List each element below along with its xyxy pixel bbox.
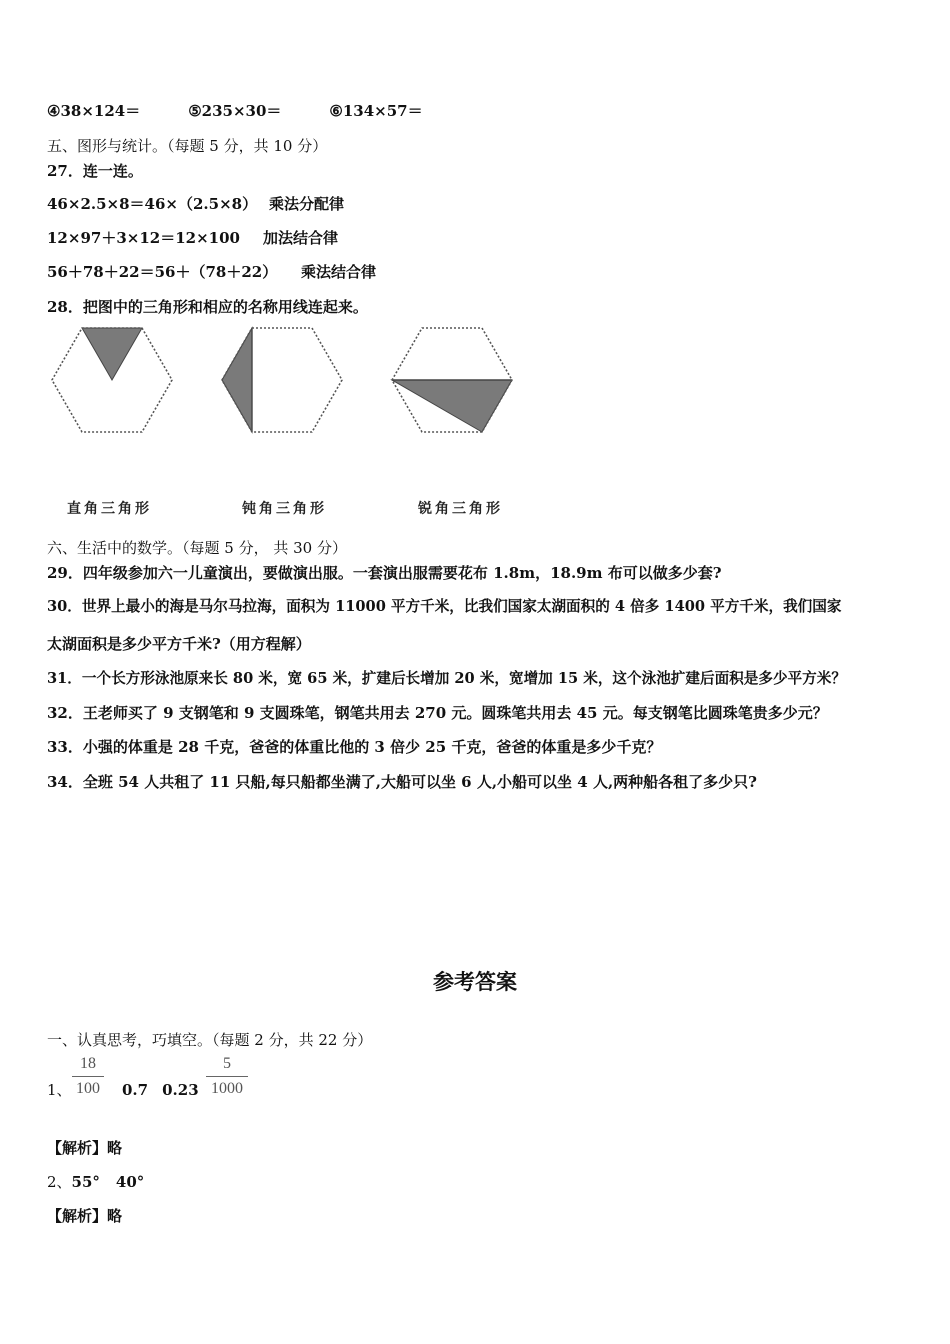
q27-expr-1: 46×2.5×8＝46×（2.5×8） (47, 195, 258, 213)
q27-law-2: 加法结合律 (263, 229, 339, 247)
q30-line2: 太湖面积是多少平方千米?（用方程解） (47, 635, 311, 653)
q27-row-3 (47, 262, 376, 282)
calc-row (47, 101, 423, 121)
answer-1-fraction-2 (206, 1054, 248, 1099)
q27-expr-3: 56＋78＋22＝56＋（78＋22） (47, 263, 278, 281)
q33: 33．小强的体重是 28 千克，爸爸的体重比他的 3 倍少 25 千克，爸爸的体重是多少千克？ (47, 738, 662, 756)
triangle-name-obtuse: 钝角三角形 (242, 501, 327, 517)
answer-1-value-2: 0.23 (162, 1081, 199, 1099)
hexagon-figure-3 (389, 322, 519, 438)
fraction-bar-1 (72, 1076, 104, 1077)
calc-item-5: ⑤235×30＝ (188, 102, 282, 120)
answer-1-fraction-1 (72, 1054, 104, 1099)
hexagon-figure-1 (49, 322, 179, 438)
answer-1-analysis: 【解析】略 (47, 1139, 123, 1157)
q27-label: 27．连一连。 (47, 162, 143, 180)
q27-law-1: 乘法分配律 (269, 195, 345, 213)
shaded-triangle-1 (82, 328, 142, 380)
answer-2-analysis: 【解析】略 (47, 1207, 123, 1225)
q27-row-1 (47, 194, 344, 214)
section5-heading: 五、图形与统计。（每题 5 分，共 10 分） (47, 137, 328, 155)
fraction-bar-2 (206, 1076, 248, 1077)
q28-label: 28．把图中的三角形和相应的名称用线连起来。 (47, 298, 368, 316)
answer-2-row (47, 1172, 144, 1192)
answer-2-label: 2、 (47, 1173, 72, 1191)
answer-1-fraction-2-numerator: 5 (223, 1055, 231, 1072)
answers-section1-heading: 一、认真思考，巧填空。（每题 2 分，共 22 分） (47, 1031, 373, 1049)
answer-2-value-1: 55° (71, 1173, 100, 1191)
shaded-triangle-2 (222, 328, 252, 432)
q29: 29．四年级参加六一儿童演出，要做演出服。一套演出服需要花布 1.8m，18.9m 布可以做多少套? (47, 564, 722, 582)
answer-1-value-1: 0.7 (122, 1081, 149, 1099)
answer-2-value-2: 40° (115, 1173, 145, 1191)
q27-row-2 (47, 228, 338, 248)
calc-item-4: ④38×124＝ (47, 102, 141, 120)
q27-expr-2: 12×97＋3×12＝12×100 (47, 229, 240, 247)
q31: 31．一个长方形泳池原来长 80 米，宽 65 米，扩建后长增加 20 米，宽增加 15 米，这个泳池扩建后面积是多少平方米？ (47, 670, 846, 687)
q34: 34．全班 54 人共租了 11 只船,每只船都坐满了,大船可以坐 6 人,小船可以坐 4 人,两种船各租了多少只? (47, 773, 757, 791)
section6-heading: 六、生活中的数学。（每题 5 分， 共 30 分） (47, 539, 347, 557)
answers-title: 参考答案 (433, 970, 517, 994)
hexagon-figure-2 (219, 322, 349, 438)
q30-line1: 30．世界上最小的海是马尔马拉海，面积为 11000 平方千米，比我们国家太湖面积的 4 倍多 1400 平方千米，我们国家 (47, 598, 842, 615)
answer-1-fraction-1-numerator: 18 (80, 1055, 96, 1072)
triangle-name-right: 直角三角形 (67, 501, 152, 517)
q32: 32．王老师买了 9 支钢笔和 9 支圆珠笔，钢笔共用去 270 元。圆珠笔共用去 45 元。每支钢笔比圆珠笔贵多少元？ (47, 704, 828, 722)
calc-item-6: ⑥134×57＝ (329, 102, 423, 120)
answer-1-label: 1、 (47, 1081, 72, 1099)
answer-1-fraction-2-denominator: 1000 (211, 1080, 243, 1097)
triangle-name-acute: 锐角三角形 (418, 501, 503, 517)
answer-1-fraction-1-denominator: 100 (76, 1080, 100, 1097)
shaded-triangle-3 (392, 380, 512, 432)
q27-law-3: 乘法结合律 (301, 263, 377, 281)
answer-1-values (122, 1080, 199, 1100)
